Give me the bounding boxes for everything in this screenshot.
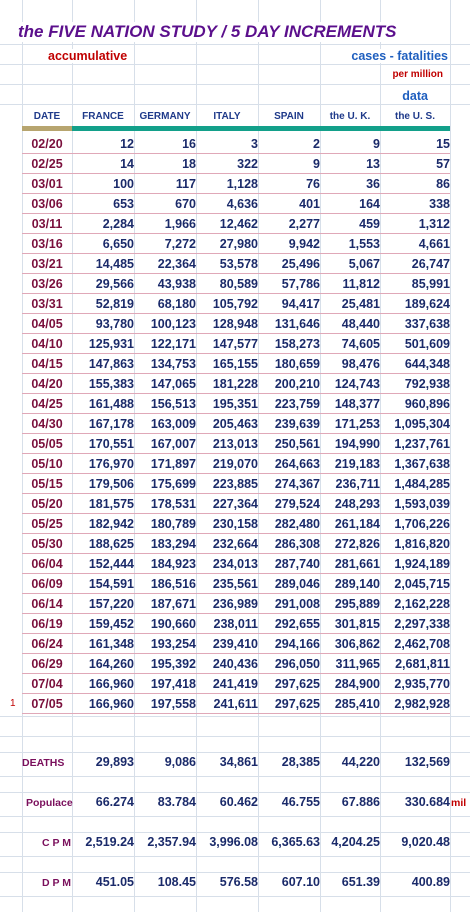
row-value: 186,516 bbox=[150, 577, 196, 591]
row-value: 29,566 bbox=[95, 277, 134, 291]
row-value: 18 bbox=[182, 157, 196, 171]
row-value: 14,485 bbox=[95, 257, 134, 271]
deaths-label: DEATHS bbox=[22, 757, 65, 769]
row-value: 272,826 bbox=[334, 537, 380, 551]
header-italy: ITALY bbox=[213, 111, 241, 122]
row-value: 2,162,228 bbox=[394, 597, 450, 611]
table-row bbox=[0, 134, 470, 154]
header-france: FRANCE bbox=[82, 111, 124, 122]
row-value: 105,792 bbox=[212, 297, 258, 311]
row-value: 1,237,761 bbox=[394, 437, 450, 451]
row-value: 43,938 bbox=[157, 277, 196, 291]
row-value: 52,819 bbox=[95, 297, 134, 311]
row-value: 195,351 bbox=[212, 397, 258, 411]
dpm-value: 576.58 bbox=[219, 875, 258, 889]
gridline bbox=[0, 896, 470, 897]
row-date: 02/25 bbox=[31, 157, 63, 171]
row-value: 232,664 bbox=[212, 537, 258, 551]
row-value: 25,496 bbox=[281, 257, 320, 271]
deaths-value: 132,569 bbox=[404, 755, 450, 769]
gridline bbox=[0, 104, 470, 105]
table-row bbox=[0, 614, 470, 634]
table-row bbox=[0, 654, 470, 674]
row-value: 289,140 bbox=[334, 577, 380, 591]
row-date: 02/20 bbox=[31, 137, 63, 151]
row-value: 1,924,189 bbox=[394, 557, 450, 571]
row-value: 22,364 bbox=[157, 257, 196, 271]
row-value: 2,982,928 bbox=[394, 697, 450, 711]
row-value: 86 bbox=[436, 177, 450, 191]
row-value: 165,155 bbox=[212, 357, 258, 371]
row-date: 06/19 bbox=[31, 617, 63, 631]
row-value: 122,171 bbox=[150, 337, 196, 351]
row-date: 06/04 bbox=[31, 557, 63, 571]
row-value: 9 bbox=[373, 137, 380, 151]
data-label: data bbox=[402, 89, 428, 103]
row-value: 163,009 bbox=[150, 417, 196, 431]
gridline bbox=[0, 752, 470, 753]
header-divider-date bbox=[22, 126, 72, 131]
deaths-value: 34,861 bbox=[219, 755, 258, 769]
row-value: 291,008 bbox=[274, 597, 320, 611]
gridline bbox=[0, 44, 470, 45]
row-value: 2,681,811 bbox=[395, 657, 450, 671]
row-value: 223,885 bbox=[212, 477, 258, 491]
row-value: 12 bbox=[120, 137, 134, 151]
row-value: 239,639 bbox=[274, 417, 320, 431]
populace-value: 60.462 bbox=[219, 795, 258, 809]
table-row bbox=[0, 294, 470, 314]
table-row bbox=[0, 534, 470, 554]
row-date: 05/25 bbox=[31, 517, 63, 531]
row-value: 1,484,285 bbox=[394, 477, 450, 491]
row-value: 205,463 bbox=[212, 417, 258, 431]
row-value: 2,935,770 bbox=[394, 677, 450, 691]
row-value: 653 bbox=[113, 197, 134, 211]
row-value: 170,551 bbox=[88, 437, 134, 451]
row-date: 05/15 bbox=[31, 477, 63, 491]
gridline bbox=[0, 716, 470, 717]
row-value: 85,991 bbox=[411, 277, 450, 291]
table-row bbox=[0, 634, 470, 654]
populace-value: 66.274 bbox=[95, 795, 134, 809]
row-date: 03/21 bbox=[31, 257, 63, 271]
row-value: 1,095,304 bbox=[394, 417, 450, 431]
row-date: 05/20 bbox=[31, 497, 63, 511]
row-value: 197,418 bbox=[150, 677, 196, 691]
cpm-value: 2,519.24 bbox=[85, 835, 134, 849]
dpm-value: 451.05 bbox=[95, 875, 134, 889]
row-value: 11,812 bbox=[342, 277, 380, 291]
row-value: 124,743 bbox=[334, 377, 380, 391]
row-value: 100 bbox=[113, 177, 134, 191]
row-value: 2,297,338 bbox=[394, 617, 450, 631]
table-row bbox=[0, 434, 470, 454]
row-value: 241,611 bbox=[213, 697, 258, 711]
row-value: 2,462,708 bbox=[394, 637, 450, 651]
table-row bbox=[0, 494, 470, 514]
row-value: 337,638 bbox=[404, 317, 450, 331]
cpm-value: 6,365.63 bbox=[271, 835, 320, 849]
populace-value: 330.684 bbox=[404, 795, 450, 809]
row-value: 197,558 bbox=[150, 697, 196, 711]
row-date: 04/15 bbox=[31, 357, 63, 371]
row-date: 04/10 bbox=[31, 337, 63, 351]
row-value: 25,481 bbox=[341, 297, 380, 311]
row-value: 286,308 bbox=[274, 537, 320, 551]
per-million-note: per million bbox=[392, 69, 443, 80]
populace-label: Populace bbox=[26, 797, 73, 809]
row-date: 07/04 bbox=[31, 677, 63, 691]
row-value: 670 bbox=[175, 197, 196, 211]
table-row bbox=[0, 554, 470, 574]
row-value: 167,178 bbox=[88, 417, 134, 431]
row-date: 03/31 bbox=[31, 297, 63, 311]
gridline bbox=[0, 84, 470, 85]
row-value: 250,561 bbox=[274, 437, 320, 451]
row-value: 134,753 bbox=[150, 357, 196, 371]
row-value: 501,609 bbox=[404, 337, 450, 351]
row-value: 100,123 bbox=[150, 317, 196, 331]
row-value: 213,013 bbox=[212, 437, 258, 451]
row-value: 5,067 bbox=[348, 257, 380, 271]
row-value: 128,948 bbox=[212, 317, 258, 331]
row-value: 159,452 bbox=[88, 617, 134, 631]
row-date: 06/09 bbox=[31, 577, 63, 591]
row-value: 187,671 bbox=[150, 597, 196, 611]
row-date: 03/11 bbox=[31, 217, 63, 231]
row-value: 1,128 bbox=[226, 177, 258, 191]
row-value: 74,605 bbox=[341, 337, 380, 351]
row-value: 287,740 bbox=[274, 557, 320, 571]
row-value: 644,348 bbox=[404, 357, 450, 371]
row-date: 06/29 bbox=[31, 657, 63, 671]
gridline bbox=[0, 64, 470, 65]
header-divider bbox=[72, 126, 450, 131]
row-value: 16 bbox=[182, 137, 196, 151]
row-value: 200,210 bbox=[274, 377, 320, 391]
dpm-value: 400.89 bbox=[411, 875, 450, 889]
row-value: 296,050 bbox=[274, 657, 320, 671]
table-row bbox=[0, 454, 470, 474]
row-value: 117 bbox=[175, 177, 196, 191]
row-value: 9 bbox=[313, 157, 320, 171]
row-value: 175,699 bbox=[150, 477, 196, 491]
row-value: 219,183 bbox=[334, 457, 380, 471]
row-value: 792,938 bbox=[404, 377, 450, 391]
row-value: 6,650 bbox=[102, 237, 134, 251]
row-value: 48,440 bbox=[341, 317, 380, 331]
table-row bbox=[0, 154, 470, 174]
row-value: 26,747 bbox=[411, 257, 450, 271]
gridline bbox=[0, 872, 470, 873]
row-value: 219,070 bbox=[212, 457, 258, 471]
row-value: 15 bbox=[436, 137, 450, 151]
row-value: 960,896 bbox=[404, 397, 450, 411]
row-value: 98,476 bbox=[341, 357, 380, 371]
row-value: 401 bbox=[299, 197, 320, 211]
row-value: 178,531 bbox=[150, 497, 196, 511]
row-value: 125,931 bbox=[88, 337, 134, 351]
row-value: 158,273 bbox=[274, 337, 320, 351]
row-value: 156,513 bbox=[150, 397, 196, 411]
gridline bbox=[0, 776, 470, 777]
row-value: 157,220 bbox=[88, 597, 134, 611]
table-row bbox=[0, 374, 470, 394]
row-value: 2,045,715 bbox=[394, 577, 450, 591]
row-value: 289,046 bbox=[274, 577, 320, 591]
row-value: 241,419 bbox=[212, 677, 258, 691]
table-row bbox=[0, 254, 470, 274]
row-value: 195,392 bbox=[150, 657, 196, 671]
row-value: 183,294 bbox=[150, 537, 196, 551]
row-value: 188,625 bbox=[88, 537, 134, 551]
row-value: 3 bbox=[251, 137, 258, 151]
table-row bbox=[0, 414, 470, 434]
row-date: 04/30 bbox=[31, 417, 63, 431]
row-value: 297,625 bbox=[274, 677, 320, 691]
row-date: 03/26 bbox=[31, 277, 63, 291]
row-value: 261,184 bbox=[334, 517, 380, 531]
row-value: 1,593,039 bbox=[394, 497, 450, 511]
row-value: 76 bbox=[306, 177, 320, 191]
row-value: 4,636 bbox=[226, 197, 258, 211]
row-date: 05/05 bbox=[31, 437, 63, 451]
row-value: 154,591 bbox=[88, 577, 134, 591]
row-value: 14 bbox=[120, 157, 134, 171]
table-row bbox=[0, 314, 470, 334]
row-value: 189,624 bbox=[404, 297, 450, 311]
row-value: 94,417 bbox=[281, 297, 320, 311]
row-value: 2 bbox=[313, 137, 320, 151]
row-date: 05/30 bbox=[31, 537, 63, 551]
row-value: 13 bbox=[366, 157, 380, 171]
row-value: 190,660 bbox=[150, 617, 196, 631]
row-value: 161,488 bbox=[88, 397, 134, 411]
row-value: 1,312 bbox=[418, 217, 450, 231]
row-value: 155,383 bbox=[88, 377, 134, 391]
row-value: 235,561 bbox=[212, 577, 258, 591]
row-value: 292,655 bbox=[274, 617, 320, 631]
row-value: 1,553 bbox=[348, 237, 380, 251]
row-value: 297,625 bbox=[274, 697, 320, 711]
row-value: 248,293 bbox=[334, 497, 380, 511]
row-value: 223,759 bbox=[274, 397, 320, 411]
table-row bbox=[0, 174, 470, 194]
row-value: 182,942 bbox=[88, 517, 134, 531]
row-value: 180,789 bbox=[150, 517, 196, 531]
row-value: 4,661 bbox=[418, 237, 450, 251]
cpm-value: 2,357.94 bbox=[147, 835, 196, 849]
row-value: 1,706,226 bbox=[394, 517, 450, 531]
table-row bbox=[0, 394, 470, 414]
cpm-value: 9,020.48 bbox=[401, 835, 450, 849]
row-value: 279,524 bbox=[274, 497, 320, 511]
row-value: 161,348 bbox=[88, 637, 134, 651]
row-value: 57,786 bbox=[281, 277, 320, 291]
row-value: 238,011 bbox=[213, 617, 258, 631]
row-value: 166,960 bbox=[88, 677, 134, 691]
dpm-value: 108.45 bbox=[157, 875, 196, 889]
row-value: 284,900 bbox=[334, 677, 380, 691]
populace-unit: mil bbox=[451, 797, 467, 809]
row-value: 167,007 bbox=[150, 437, 196, 451]
gridline bbox=[0, 816, 470, 817]
gridline bbox=[0, 792, 470, 793]
row-value: 68,180 bbox=[157, 297, 196, 311]
row-value: 9,942 bbox=[288, 237, 320, 251]
row-value: 166,960 bbox=[88, 697, 134, 711]
subtitle-accumulative: accumulative bbox=[48, 49, 128, 63]
row-value: 227,364 bbox=[212, 497, 258, 511]
row-value: 306,862 bbox=[334, 637, 380, 651]
row-value: 301,815 bbox=[334, 617, 380, 631]
row-value: 194,990 bbox=[334, 437, 380, 451]
row-value: 179,506 bbox=[88, 477, 134, 491]
row-value: 294,166 bbox=[274, 637, 320, 651]
row-value: 274,367 bbox=[274, 477, 320, 491]
row-value: 181,575 bbox=[88, 497, 134, 511]
row-date: 03/16 bbox=[31, 237, 63, 251]
row-value: 264,663 bbox=[274, 457, 320, 471]
gridline bbox=[0, 832, 470, 833]
row-value: 147,065 bbox=[150, 377, 196, 391]
row-value: 459 bbox=[359, 217, 380, 231]
row-value: 164,260 bbox=[88, 657, 134, 671]
populace-value: 46.755 bbox=[281, 795, 320, 809]
row-date: 04/20 bbox=[31, 377, 63, 391]
deaths-value: 44,220 bbox=[341, 755, 380, 769]
row-value: 236,711 bbox=[335, 477, 380, 491]
row-value: 36 bbox=[366, 177, 380, 191]
row-value: 1,816,820 bbox=[394, 537, 450, 551]
row-value: 311,965 bbox=[335, 657, 380, 671]
row-date: 04/05 bbox=[31, 317, 63, 331]
row-value: 80,589 bbox=[219, 277, 258, 291]
table-row bbox=[0, 514, 470, 534]
table-row bbox=[0, 354, 470, 374]
row-value: 147,863 bbox=[88, 357, 134, 371]
row-date: 04/25 bbox=[31, 397, 63, 411]
row-value: 171,897 bbox=[150, 457, 196, 471]
row-value: 285,410 bbox=[334, 697, 380, 711]
cpm-label: C P M bbox=[42, 837, 71, 849]
page-title: the FIVE NATION STUDY / 5 DAY INCREMENTS bbox=[18, 22, 397, 41]
header-date: DATE bbox=[33, 111, 61, 122]
row-value: 148,377 bbox=[334, 397, 380, 411]
row-value: 2,284 bbox=[102, 217, 134, 231]
dpm-label: D P M bbox=[42, 877, 71, 889]
table-row bbox=[0, 274, 470, 294]
row-value: 53,578 bbox=[219, 257, 258, 271]
row-value: 240,436 bbox=[212, 657, 258, 671]
row-date: 05/10 bbox=[31, 457, 63, 471]
table-row bbox=[0, 234, 470, 254]
deaths-value: 28,385 bbox=[281, 755, 320, 769]
table-row bbox=[0, 594, 470, 614]
row-date: 07/05 bbox=[31, 697, 63, 711]
row-date: 03/06 bbox=[31, 197, 63, 211]
row-value: 295,889 bbox=[334, 597, 380, 611]
header-spain: SPAIN bbox=[274, 111, 304, 122]
row-value: 2,277 bbox=[288, 217, 320, 231]
populace-value: 67.886 bbox=[341, 795, 380, 809]
row-date: 06/14 bbox=[31, 597, 63, 611]
row-value: 180,659 bbox=[274, 357, 320, 371]
row-value: 230,158 bbox=[212, 517, 258, 531]
row-value: 57 bbox=[436, 157, 450, 171]
table-row bbox=[0, 334, 470, 354]
populace-value: 83.784 bbox=[157, 795, 196, 809]
table-row bbox=[0, 194, 470, 214]
row-marker: 1 bbox=[10, 698, 16, 709]
header-germany: GERMANY bbox=[139, 111, 191, 122]
row-value: 1,367,638 bbox=[394, 457, 450, 471]
row-value: 171,253 bbox=[334, 417, 380, 431]
gridline bbox=[0, 856, 470, 857]
row-value: 338 bbox=[429, 197, 450, 211]
row-value: 7,272 bbox=[164, 237, 196, 251]
row-value: 152,444 bbox=[88, 557, 134, 571]
table-row bbox=[0, 214, 470, 234]
table-row bbox=[0, 694, 470, 714]
row-value: 164 bbox=[359, 197, 380, 211]
row-value: 193,254 bbox=[150, 637, 196, 651]
row-date: 03/01 bbox=[31, 177, 63, 191]
table-row bbox=[0, 674, 470, 694]
deaths-value: 9,086 bbox=[164, 755, 196, 769]
row-divider bbox=[22, 713, 450, 714]
row-value: 184,923 bbox=[150, 557, 196, 571]
row-value: 281,661 bbox=[334, 557, 380, 571]
row-value: 12,462 bbox=[219, 217, 258, 231]
cpm-value: 4,204.25 bbox=[331, 835, 380, 849]
row-value: 236,989 bbox=[212, 597, 258, 611]
dpm-value: 607.10 bbox=[281, 875, 320, 889]
table-row bbox=[0, 474, 470, 494]
row-value: 322 bbox=[237, 157, 258, 171]
header-us: the U. S. bbox=[394, 111, 435, 122]
row-value: 131,646 bbox=[274, 317, 320, 331]
cpm-value: 3,996.08 bbox=[209, 835, 258, 849]
row-value: 239,410 bbox=[212, 637, 258, 651]
row-date: 06/24 bbox=[31, 637, 63, 651]
row-value: 93,780 bbox=[95, 317, 134, 331]
row-value: 282,480 bbox=[274, 517, 320, 531]
row-value: 147,577 bbox=[212, 337, 258, 351]
row-value: 181,228 bbox=[212, 377, 258, 391]
table-row bbox=[0, 574, 470, 594]
dpm-value: 651.39 bbox=[341, 875, 380, 889]
deaths-value: 29,893 bbox=[95, 755, 134, 769]
row-value: 27,980 bbox=[219, 237, 258, 251]
subtitle-cases-fatalities: cases - fatalities bbox=[351, 49, 448, 63]
gridline bbox=[0, 736, 470, 737]
header-uk: the U. K. bbox=[329, 111, 371, 122]
row-value: 1,966 bbox=[164, 217, 196, 231]
row-value: 234,013 bbox=[212, 557, 258, 571]
row-value: 176,970 bbox=[88, 457, 134, 471]
